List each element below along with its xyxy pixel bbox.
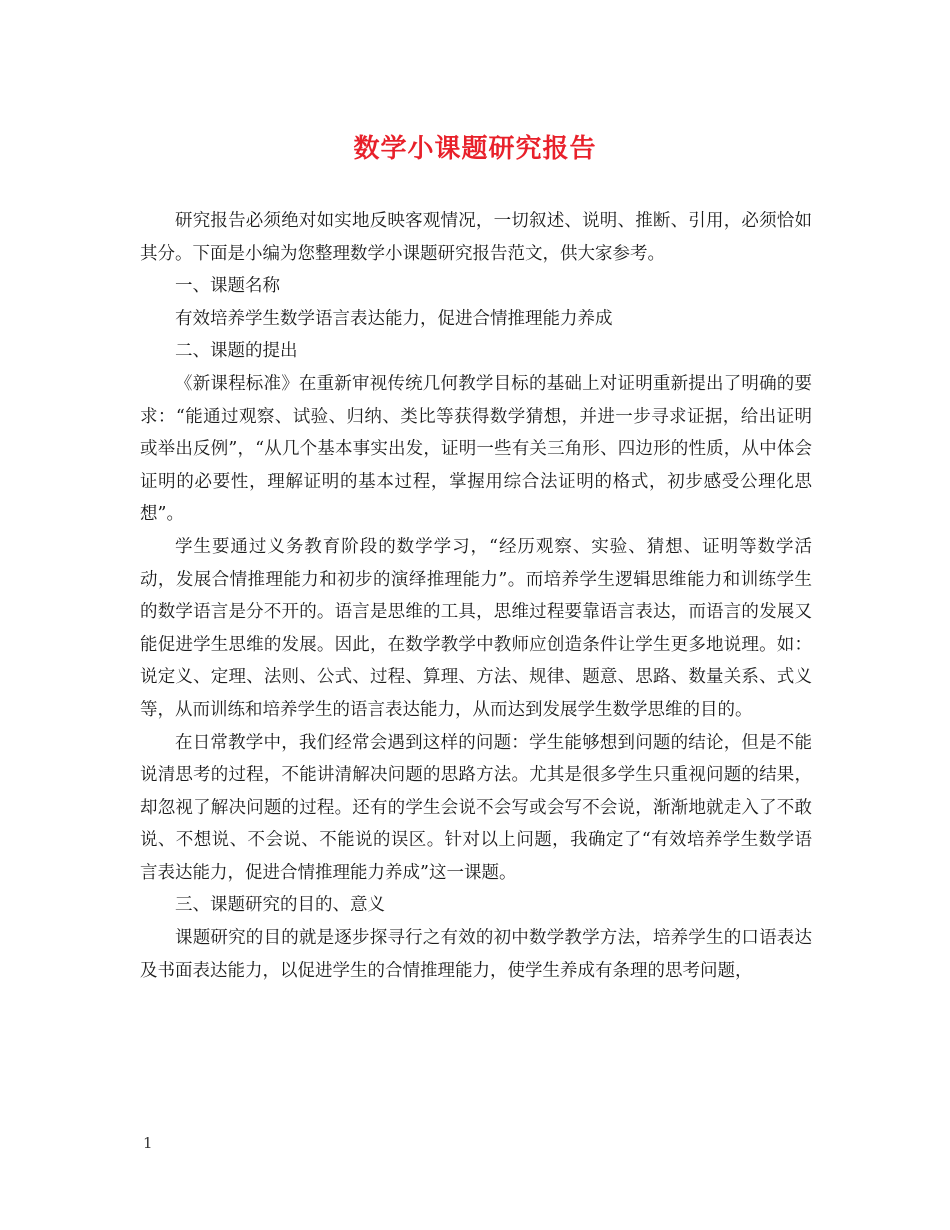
paragraph-daily-teaching: 在日常教学中，我们经常会遇到这样的问题：学生能够想到问题的结论，但是不能说清思考的过程，不能讲清解决问题的思路方法。尤其是很多学生只重视问题的结果，却忽视了解决问题的过程。还有的学生会说不会写或会写不会说，渐渐地就走入了不敢说、不想说、不会说、不能说的误区。针对以上问题，我确定了“有效培养学生数学语言表达能力，促进合情推理能力养成”这一课题。 [140, 732, 812, 883]
paragraph-purpose: 课题研究的目的就是逐步探寻行之有效的初中数学教学方法，培养学生的口语表达及书面表达能力，以促进学生的合情推理能力，使学生养成有条理的思考问题， [140, 928, 812, 981]
paragraph-intro: 研究报告必须绝对如实地反映客观情况，一切叙述、说明、推断、引用，必须恰如其分。下面是小编为您整理数学小课题研究报告范文，供大家参考。 [140, 211, 812, 264]
paragraph-topic-name: 有效培养学生数学语言表达能力，促进合情推理能力养成 [175, 308, 613, 329]
paragraph-curriculum: 《新课程标准》在重新审视传统几何教学目标的基础上对证明重新提出了明确的要求：“能通过观察、试验、归纳、类比等获得数学猜想，并进一步寻求证据，给出证明或举出反例”，“从几个基本事实出发，证明一些有关三角形、四边形的性质，从中体会证明的必要性，理解证明的基本过程，掌握用综合法证明的格式，初步感受公理化思想”。 [140, 373, 812, 525]
heading-topic-name: 一、课题名称 [175, 276, 280, 297]
document-body [140, 205, 812, 987]
page-number: 1 [143, 1134, 153, 1152]
document-title: 数学小课题研究报告 [353, 134, 597, 164]
heading-topic-origin: 二、课题的提出 [175, 341, 298, 362]
paragraph-student-learning: 学生要通过义务教育阶段的数学学习，“经历观察、实验、猜想、证明等数学活动，发展合情推理能力和初步的演绎推理能力”。而培养学生逻辑思维能力和训练学生的数学语言是分不开的。语言是思维的工具，思维过程要靠语言表达，而语言的发展又能促进学生思维的发展。因此，在数学教学中教师应创造条件让学生更多地说理。如：说定义、定理、法则、公式、过程、算理、方法、规律、题意、思路、数量关系、式义等，从而训练和培养学生的语言表达能力，从而达到发展学生数学思维的目的。 [140, 536, 812, 720]
heading-purpose: 三、课题研究的目的、意义 [175, 895, 385, 916]
